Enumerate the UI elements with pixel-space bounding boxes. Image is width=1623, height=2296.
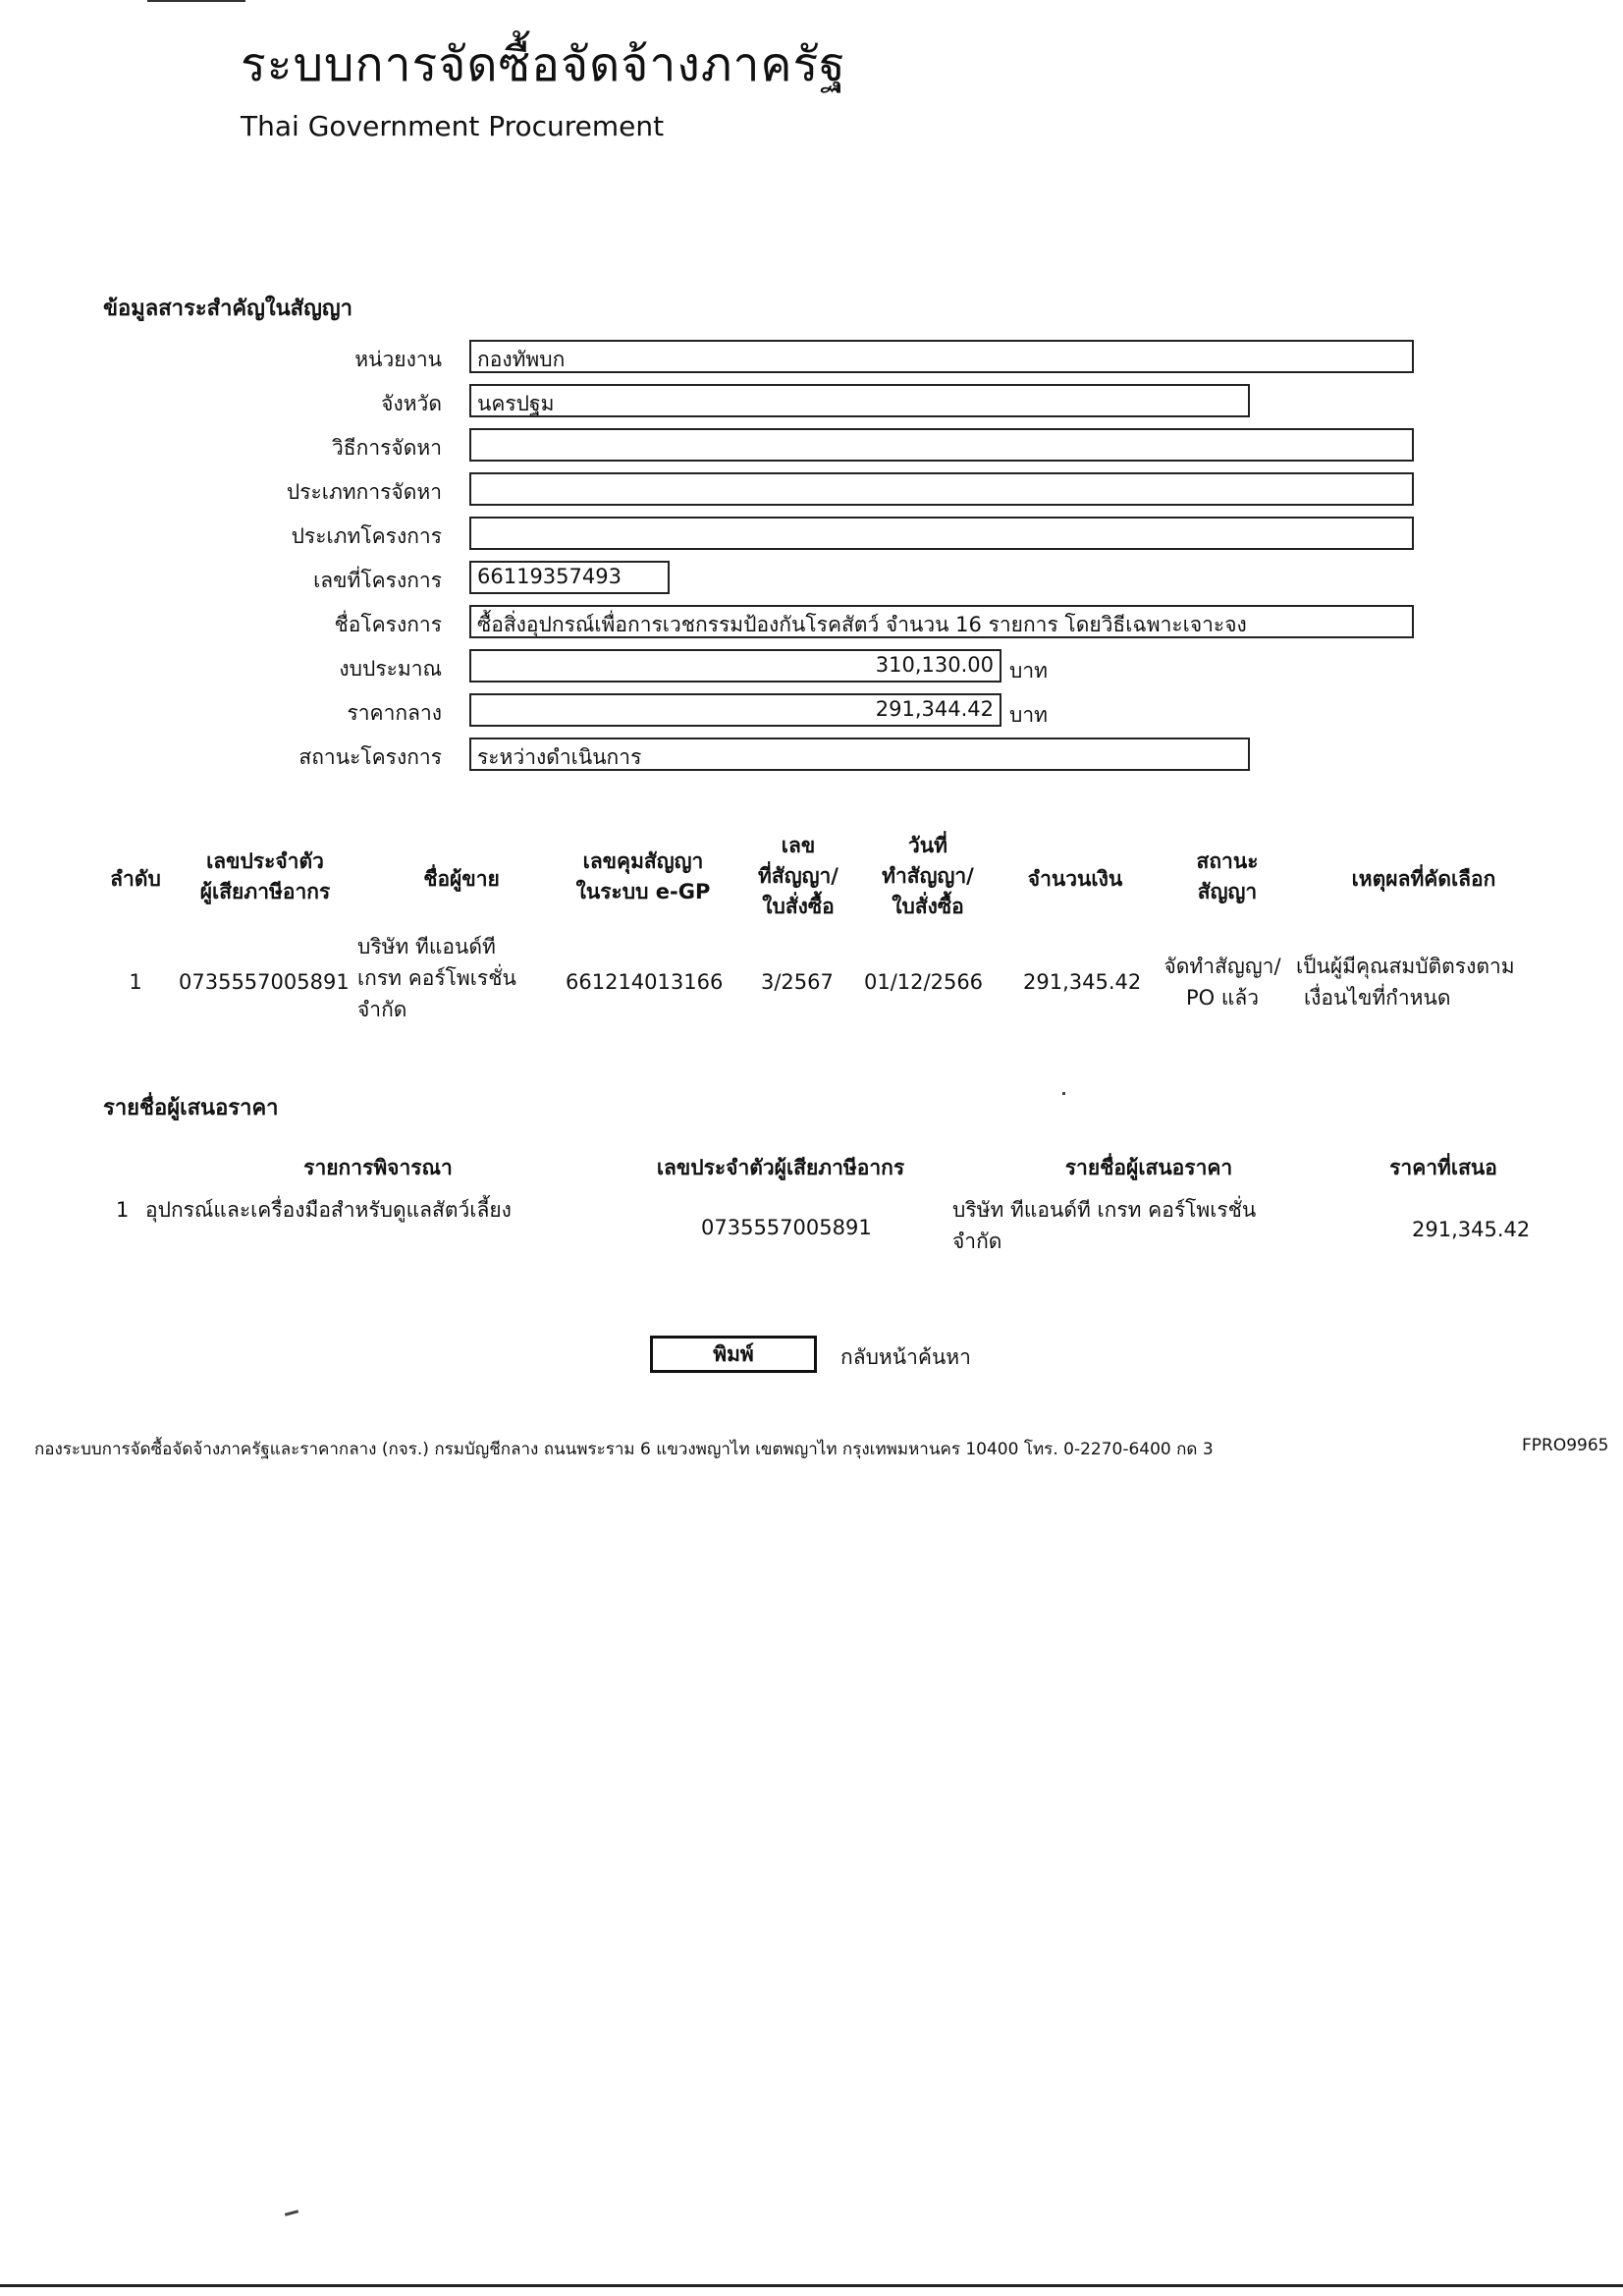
col-header-date: วันที่ ทำสัญญา/ ใบสั่งซื้อ — [882, 834, 974, 918]
project-type-field[interactable] — [469, 517, 1414, 550]
bid-header-item: รายการพิจารณา — [303, 1156, 453, 1179]
scan-top-rule — [147, 0, 245, 2]
budget-label: งบประมาณ — [339, 657, 442, 681]
bidders-title: รายชื่อผู้เสนอราคา — [103, 1096, 279, 1121]
row-status: จัดทำสัญญา/ PO แล้ว — [1163, 955, 1281, 1010]
project-no-field[interactable]: 66119357493 — [469, 561, 670, 594]
col-header-taxid: เลขประจำตัว ผู้เสียภาษีอากร — [199, 849, 331, 903]
col-header-status: สถานะ สัญญา — [1196, 849, 1259, 903]
project-name-label: ชื่อโครงการ — [334, 613, 442, 636]
page-title: ระบบการจัดซื้อจัดจ้างภาครัฐ — [241, 37, 846, 92]
scan-bottom-rule — [0, 2284, 1623, 2287]
contract-info-title: ข้อมูลสาระสำคัญในสัญญา — [103, 297, 352, 321]
project-no-label: เลขที่โครงการ — [313, 569, 442, 592]
agency-field[interactable]: กองทัพบก — [469, 340, 1414, 373]
budget-field[interactable]: 310,130.00 — [469, 649, 1001, 683]
row-contract-no: 3/2567 — [761, 970, 834, 994]
project-name-field[interactable]: ซื้อสิ่งอุปกรณ์เพื่อการเวชกรรมป้องกันโรคสัตว์ จำนวน 16 รายการ โดยวิธีเฉพาะเจาะจง — [469, 605, 1414, 638]
row-seller: บริษัท ทีแอนด์ที เกรท คอร์โพเรชั่น จำกัด — [357, 935, 516, 1021]
col-header-reason: เหตุผลที่คัดเลือก — [1351, 867, 1496, 891]
agency-label: หน่วยงาน — [354, 348, 442, 371]
procurement-type-label: ประเภทการจัดหา — [286, 480, 442, 504]
median-price-field[interactable]: 291,344.42 — [469, 693, 1001, 727]
row-seq: 1 — [129, 970, 142, 994]
col-header-contract-no: เลข ที่สัญญา/ ใบสั่งซื้อ — [758, 834, 839, 918]
col-header-seq: ลำดับ — [110, 867, 161, 891]
scan-mark — [285, 2210, 298, 2216]
procurement-type-field[interactable] — [469, 472, 1414, 506]
print-button[interactable]: พิมพ์ — [650, 1336, 817, 1373]
bid-header-taxid: เลขประจำตัวผู้เสียภาษีอากร — [656, 1156, 905, 1179]
bid-row-seq: 1 — [116, 1198, 130, 1222]
project-type-label: ประเภทโครงการ — [291, 524, 442, 548]
row-control-no: 661214013166 — [566, 970, 724, 994]
col-header-amount: จำนวนเงิน — [1027, 867, 1123, 891]
col-header-seller: ชื่อผู้ขาย — [423, 867, 500, 891]
bid-header-name: รายชื่อผู้เสนอราคา — [1064, 1156, 1233, 1179]
row-reason: เป็นผู้มีคุณสมบัติตรงตาม เงื่อนไขที่กำหนด — [1296, 955, 1515, 1010]
page-code: FPRO9965 — [1522, 1436, 1609, 1455]
scan-dot — [1062, 1092, 1065, 1095]
budget-unit: บาท — [1009, 659, 1048, 683]
method-field[interactable] — [469, 428, 1414, 462]
method-label: วิธีการจัดหา — [332, 436, 442, 460]
project-status-label: สถานะโครงการ — [298, 745, 442, 769]
median-price-unit: บาท — [1009, 703, 1048, 727]
row-taxid: 0735557005891 — [179, 970, 350, 994]
bid-header-price: ราคาที่เสนอ — [1389, 1156, 1497, 1179]
project-status-field[interactable]: ระหว่างดำเนินการ — [469, 738, 1250, 771]
median-price-label: ราคากลาง — [347, 701, 442, 725]
row-date: 01/12/2566 — [864, 970, 984, 994]
page-subtitle: Thai Government Procurement — [241, 110, 665, 142]
province-field[interactable]: นครปฐม — [469, 384, 1250, 417]
bid-row-price: 291,345.42 — [1412, 1218, 1531, 1241]
col-header-control: เลขคุมสัญญา ในระบบ e-GP — [575, 849, 711, 903]
bid-row-taxid: 0735557005891 — [701, 1216, 872, 1239]
bid-row-name: บริษัท ทีแอนด์ที เกรท คอร์โพเรชั่น จำกัด — [952, 1198, 1257, 1253]
province-label: จังหวัด — [381, 392, 442, 415]
back-to-search-link[interactable]: กลับหน้าค้นหา — [840, 1345, 971, 1369]
bid-row-item: อุปกรณ์และเครื่องมือสำหรับดูแลสัตว์เลี้ยง — [145, 1198, 512, 1222]
footer-address: กองระบบการจัดซื้อจัดจ้างภาครัฐและราคากลาง (กจร.) กรมบัญชีกลาง ถนนพระราม 6 แขวงพญาไท เขตพญาไท กรุงเทพมหานคร 10400 โทร. 0-2270-6400 กด 3 — [34, 1440, 1214, 1459]
row-amount: 291,345.42 — [1023, 970, 1142, 994]
